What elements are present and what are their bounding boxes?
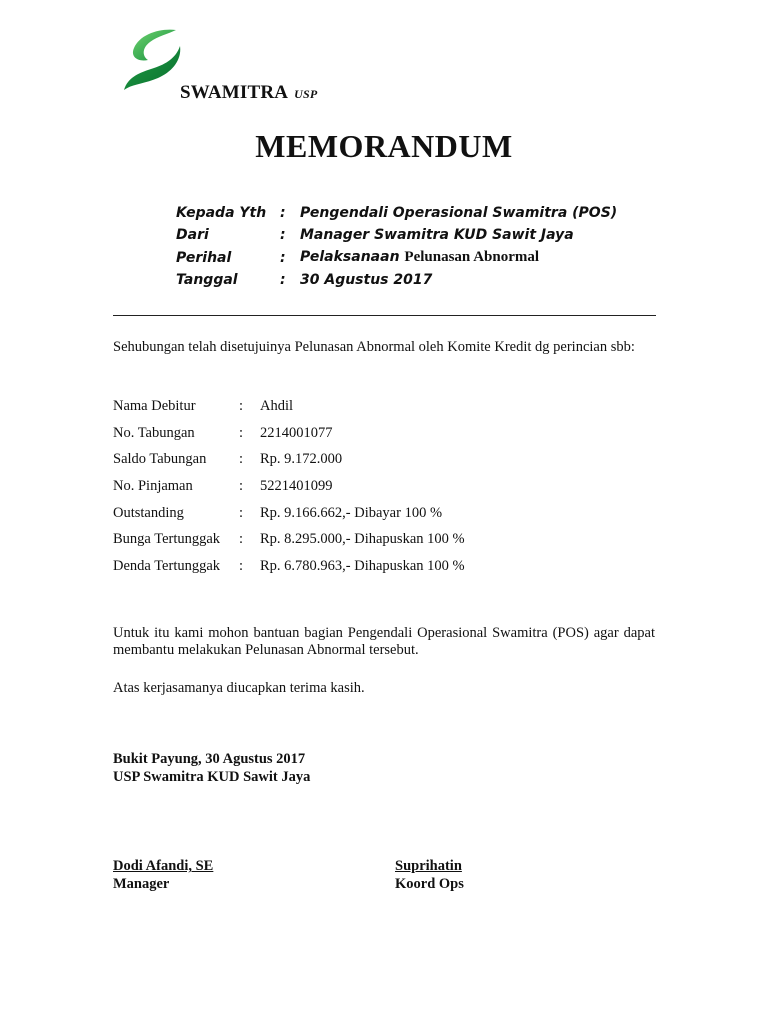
detail-label: No. Pinjaman [113,477,193,494]
swamitra-logo-icon [120,26,186,96]
header-field-sender [176,224,617,246]
memo-title: MEMORANDUM [255,128,513,164]
detail-colon: : [239,424,244,441]
place-date-block [113,750,310,786]
place-date: Bukit Payung, 30 Agustus 2017 [113,751,306,767]
detail-label: No. Tabungan [113,424,195,441]
signatory-name: Suprihatin [395,858,462,874]
field-value: Pelaksanaan Pelunasan Abnormal [300,249,540,266]
field-colon: : [280,249,286,266]
field-colon: : [280,227,286,244]
field-value-suffix: Pelunasan Abnormal [404,249,540,266]
detail-colon: : [239,477,244,494]
field-label: Dari [176,227,209,244]
thanks-line: Atas kerjasamanya diucapkan terima kasih. [113,680,365,696]
brand-sub: USP [294,87,318,101]
detail-colon: : [239,531,244,548]
detail-value: 2214001077 [260,424,333,441]
closing-paragraph: Untuk itu kami mohon bantuan bagian Pengendali Operasional Swamitra (POS) agar dapat membantu melakukan Pelunasan Abnormal tersebut. [113,625,655,658]
detail-colon: : [239,397,244,414]
field-value: 30 Agustus 2017 [300,272,433,289]
detail-row [113,473,465,500]
header-field-subject [176,247,617,269]
detail-value: Rp. 6.780.963,- Dihapuskan 100 % [260,557,465,574]
detail-row [113,446,465,473]
signatory-role: Koord Ops [395,876,464,892]
detail-row [113,393,465,420]
field-value: Manager Swamitra KUD Sawit Jaya [300,227,574,244]
signatory-manager [113,857,213,893]
detail-row [113,553,465,580]
field-colon: : [280,272,286,289]
detail-colon: : [239,557,244,574]
detail-colon: : [239,451,244,468]
header-field-date [176,269,617,291]
detail-value: Rp. 9.172.000 [260,451,343,468]
detail-label: Nama Debitur [113,397,196,414]
field-label: Kepada Yth [176,205,267,222]
organization-name: USP Swamitra KUD Sawit Jaya [113,769,311,785]
detail-colon: : [239,504,244,521]
detail-value: Rp. 8.295.000,- Dihapuskan 100 % [260,531,465,548]
detail-value: Rp. 9.166.662,- Dibayar 100 % [260,504,443,521]
detail-row [113,420,465,447]
field-colon: : [280,205,286,222]
detail-row [113,526,465,553]
header-field-recipient [176,202,617,224]
signatory-koord-ops [395,857,464,893]
detail-value: Ahdil [260,397,294,414]
detail-label: Outstanding [113,504,184,521]
field-label: Perihal [176,249,232,266]
intro-paragraph: Sehubungan telah disetujuinya Pelunasan Abnormal oleh Komite Kredit dg perincian sbb: [113,339,635,355]
signatory-role: Manager [113,876,170,892]
memo-header-fields [176,202,617,291]
signatory-name: Dodi Afandi, SE [113,858,214,874]
brand-name: SWAMITRA USP [180,82,318,103]
detail-value: 5221401099 [260,477,333,494]
header-divider [113,315,656,316]
detail-row [113,500,465,527]
field-label: Tanggal [176,272,238,289]
detail-label: Bunga Tertunggak [113,531,221,548]
detail-label: Denda Tertunggak [113,557,221,574]
debtor-details [113,393,465,580]
field-value: Pengendali Operasional Swamitra (POS) [300,205,618,222]
detail-label: Saldo Tabungan [113,451,207,468]
